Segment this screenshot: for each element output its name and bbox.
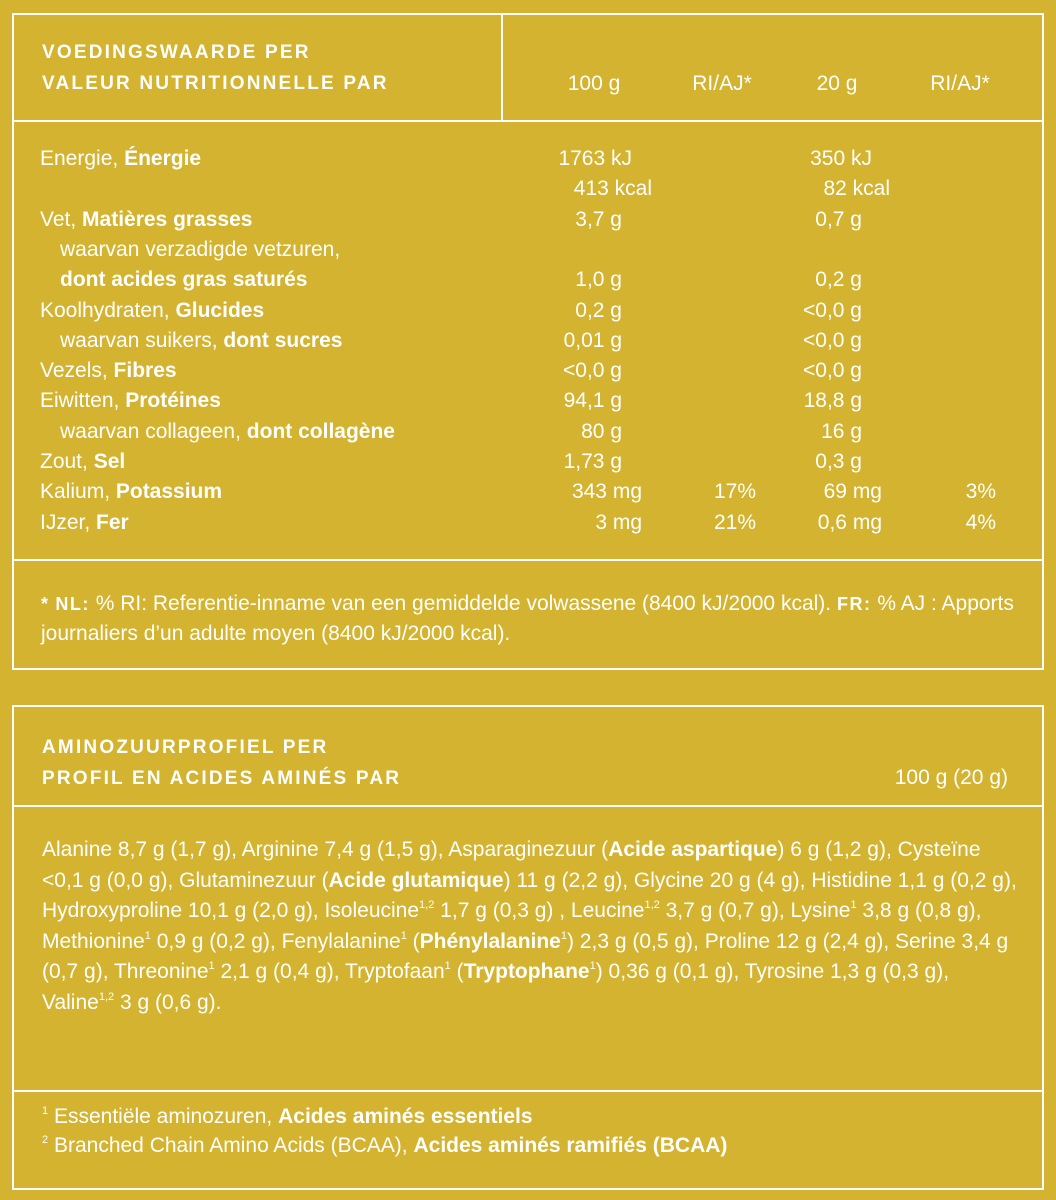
amino-text-segment: 3,7 g (0,7 g), Lysine: [659, 899, 851, 922]
value-20g: 0,7 g: [815, 207, 862, 231]
value-100g: 1,0 g: [575, 268, 622, 292]
nutrient-name-fr: Énergie: [124, 147, 202, 170]
nutrient-label: [40, 359, 177, 383]
amino-text-segment: 1,7 g (0,3 g) , Leucine: [434, 899, 645, 922]
amino-name-fr: Acide glutamique: [328, 868, 504, 892]
amino-acid-list: [42, 835, 1022, 1018]
nutrition-header-nl: VOEDINGSWAARDE PER: [42, 42, 311, 63]
nutrient-label: [40, 208, 252, 232]
nutrient-name-nl: waarvan collageen,: [60, 419, 247, 443]
column-header-ri-100g: RI/AJ*: [692, 72, 752, 95]
footnote-nl-text: % RI: Referentie-inname van een gemiddelde volwassene (8400 kJ/2000 kcal).: [95, 592, 832, 615]
nutrient-label: [60, 420, 395, 444]
nutrient-name-nl: Vet,: [40, 207, 83, 231]
value-20g: <0,0 g: [803, 328, 862, 352]
amino-text-segment: Alanine 8,7 g (1,7 g), Arginine 7,4 g (1,5 g), Asparaginezuur (: [42, 838, 609, 861]
nutrient-label: [40, 147, 201, 171]
footnote-text-nl: Essentiële aminozuren,: [48, 1105, 279, 1128]
header-separator: [14, 120, 1042, 122]
column-header-100g: 100 g: [567, 72, 621, 95]
footnote-star: *: [41, 594, 50, 614]
nutrient-name-nl: Kalium,: [40, 480, 116, 504]
footnote-mark: 1: [42, 1105, 49, 1117]
ri-20g: 3%: [965, 480, 996, 504]
nutrient-name-nl: Energie,: [40, 147, 125, 170]
nutrient-name-fr: dont acides gras saturés: [60, 268, 308, 292]
nutrient-label: [40, 480, 222, 504]
amino-footnote: [42, 1105, 533, 1129]
value-20g: 0,6 mg: [817, 510, 882, 534]
nutrient-name-nl: Koolhydraten,: [40, 298, 176, 322]
column-header-ri-20g: RI/AJ*: [930, 72, 990, 95]
amino-header-nl: AMINOZUURPROFIEL PER: [42, 737, 329, 758]
footnote-mark: 1: [400, 929, 407, 942]
amino-header-separator: [14, 805, 1042, 807]
footnote-mark: 1: [144, 929, 151, 942]
footnote-text-fr: Acides aminés essentiels: [278, 1105, 533, 1128]
value-100g: <0,0 g: [563, 359, 622, 383]
amino-text-segment: 3,8 g (0,8 g), Methionine: [42, 899, 982, 953]
amino-footnote-separator: [14, 1090, 1042, 1092]
amino-column-header: 100 g (20 g): [894, 766, 1008, 789]
footnote-text-nl: Branched Chain Amino Acids (BCAA),: [48, 1134, 414, 1157]
nutrient-label: [40, 450, 125, 474]
nutrient-name-nl: waarvan verzadigde vetzuren,: [60, 237, 341, 261]
value-20g: 16 g: [821, 419, 862, 443]
value-100g: 3 mg: [595, 510, 642, 534]
nutrition-header-fr: VALEUR NUTRITIONNELLE PAR: [42, 73, 389, 94]
footnote-mark: 1,2: [98, 990, 115, 1003]
reference-intake-footnote: [41, 589, 1021, 649]
value-20g: 18,8 g: [803, 389, 862, 413]
nutrient-label: [60, 329, 342, 353]
amino-text-segment: 0,9 g (0,2 g), Fenylalanine: [150, 929, 401, 953]
nutrient-name-nl: IJzer,: [40, 510, 97, 534]
value-20g: 82 kcal: [823, 177, 890, 201]
footnote-mark: 1,2: [419, 899, 435, 911]
value-100g: 413 kcal: [573, 177, 652, 201]
footnote-mark: 1,2: [644, 899, 660, 911]
footnote-nl-label: NL:: [55, 594, 90, 614]
footnote-text-fr: Acides aminés ramifiés (BCAA): [413, 1134, 728, 1157]
footnote-mark: 1: [850, 899, 857, 911]
value-100g: 0,01 g: [563, 328, 622, 352]
nutrient-name-fr: Protéines: [125, 389, 221, 413]
amino-text-segment: ) 11 g (2,2 g), Glycine 20 g (4 g), Histidine 1,1 g (0,2 g), Hydroxyproline 10,1 g (2,0 g), Isoleucine: [42, 868, 1017, 922]
footnote-mark: 1: [444, 960, 451, 972]
amino-name-fr: Tryptophane: [463, 960, 590, 983]
amino-text-segment: ) 2,3 g (0,5 g), Proline 12 g (2,4 g), Serine 3,4 g (0,7 g), Threonine: [42, 929, 1009, 983]
value-100g: 0,2 g: [575, 298, 622, 322]
footnote-mark: 1: [560, 929, 567, 942]
amino-acid-profile: [12, 705, 1044, 1190]
value-100g: 80 g: [581, 419, 622, 443]
nutrient-name-nl: Zout,: [40, 450, 94, 473]
amino-text-segment: ) 0,36 g (0,1 g), Tyrosine 1,3 g (0,3 g), Valine: [42, 960, 950, 1014]
value-20g: 0,2 g: [815, 268, 862, 292]
amino-text-segment: ) 6 g (1,2 g), Cysteïne <0,1 g (0,0 g), Glutaminezuur (: [42, 838, 981, 892]
value-100g: 94,1 g: [563, 389, 622, 413]
footnote-mark: 2: [42, 1134, 49, 1146]
nutrient-name-fr: Matières grasses: [82, 207, 253, 231]
nutrient-name-fr: Potassium: [115, 480, 223, 504]
amino-footnote: [42, 1134, 727, 1158]
header-divider: [501, 15, 503, 120]
nutrient-label: [40, 511, 129, 535]
nutrient-name-fr: Fibres: [113, 359, 177, 383]
amino-name-fr: Phénylalanine: [419, 929, 561, 953]
footnote-separator: [14, 559, 1042, 561]
value-20g: 69 mg: [823, 480, 882, 504]
nutrient-name-fr: Glucides: [175, 298, 265, 322]
nutrient-label: [40, 299, 264, 323]
nutrient-name-fr: dont sucres: [223, 328, 343, 352]
nutrient-name-nl: waarvan suikers,: [60, 328, 224, 352]
nutrient-name-nl: Eiwitten,: [40, 389, 126, 413]
nutrient-label: [40, 389, 221, 413]
column-header-20g: 20 g: [816, 72, 858, 95]
amino-name-fr: Acide aspartique: [608, 838, 778, 861]
amino-text-segment: (: [406, 929, 420, 953]
amino-text-segment: 3 g (0,6 g).: [114, 990, 222, 1014]
value-100g: 1763 kJ: [558, 147, 632, 170]
ri-20g: 4%: [965, 510, 996, 534]
ri-100g: 21%: [713, 510, 756, 534]
footnote-mark: 1: [208, 960, 215, 972]
nutrient-name-nl: Vezels,: [40, 359, 114, 383]
amino-text-segment: 2,1 g (0,4 g), Tryptofaan: [214, 960, 445, 983]
value-100g: 1,73 g: [563, 450, 622, 473]
value-20g: 350 kJ: [810, 147, 872, 170]
nutrient-label: [60, 238, 340, 262]
footnote-mark: 1: [589, 960, 596, 972]
value-20g: <0,0 g: [803, 298, 862, 322]
nutrient-name-fr: Sel: [93, 450, 126, 473]
amino-text-segment: (: [450, 960, 464, 983]
footnote-fr-label: FR:: [836, 594, 872, 614]
footnote-fr-text: % AJ : Apports journaliers d’un adulte moyen (8400 kJ/2000 kcal).: [41, 592, 1014, 645]
value-100g: 3,7 g: [575, 207, 622, 231]
nutrient-name-fr: dont collagène: [246, 419, 395, 443]
value-20g: <0,0 g: [803, 359, 862, 383]
ri-100g: 17%: [713, 480, 756, 504]
amino-header-fr: PROFIL EN ACIDES AMINÉS PAR: [42, 768, 402, 789]
nutrition-table: [12, 13, 1044, 670]
nutrient-name-fr: Fer: [96, 510, 129, 534]
value-100g: 343 mg: [571, 480, 642, 504]
nutrient-label: [60, 268, 307, 292]
value-20g: 0,3 g: [815, 450, 862, 473]
